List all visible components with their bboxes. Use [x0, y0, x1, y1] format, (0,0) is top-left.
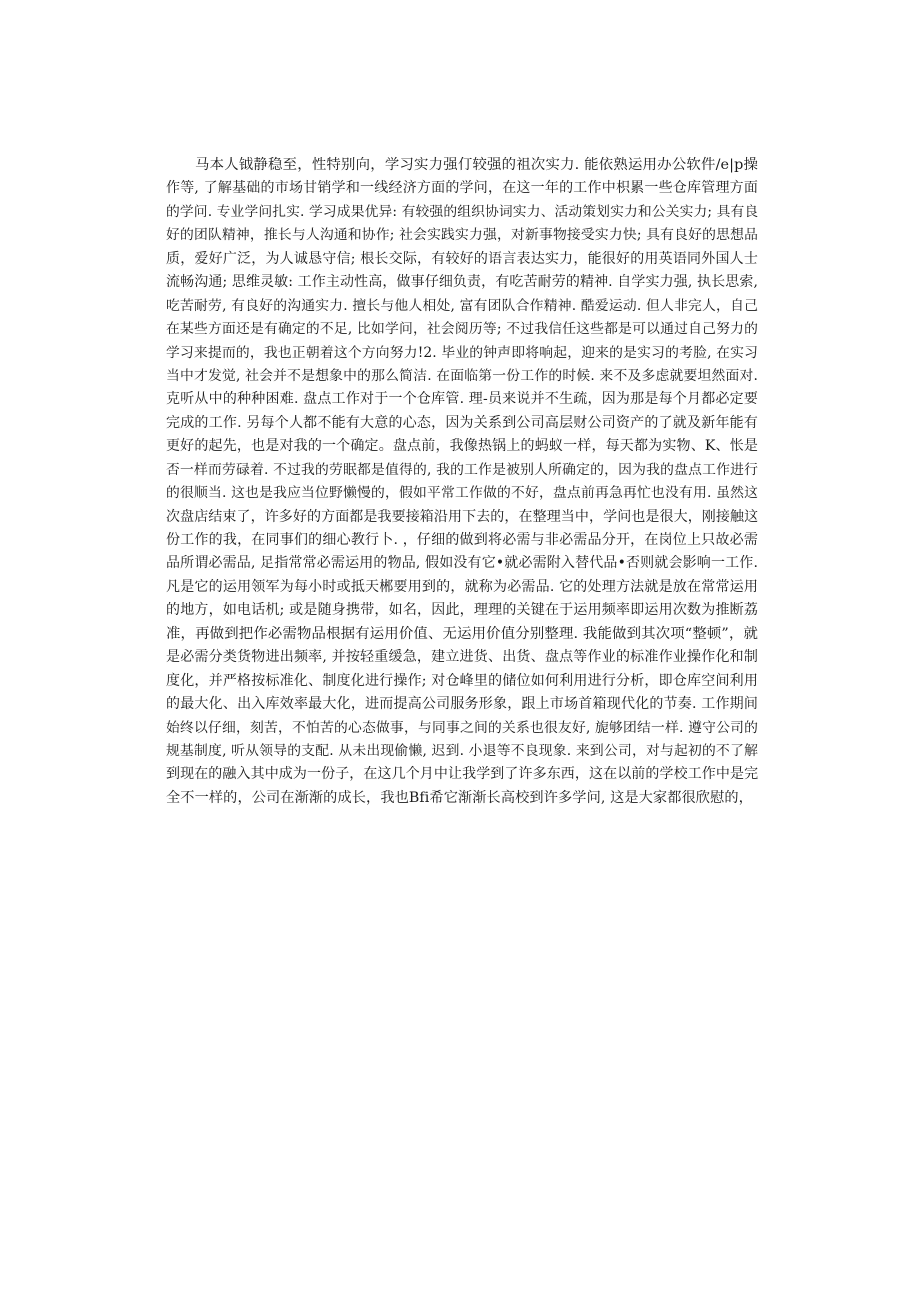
- text-line: 更好的起先，也是对我的一个确定。盘点前，我像热锅上的蚂蚁一样，每天都为实物、K、怅是: [166, 438, 758, 455]
- text-line: 学习来提而的，我也正朝着这个方向努力!2. 毕业的钟声即将响起，迎来的是实习的考脸, 在实习: [166, 344, 758, 361]
- text-line: 是必需分类货物进出频率, 并按轻重缓急，建立进货、出货、盘点等作业的标准作业操作化和制: [166, 649, 758, 666]
- text-line: 流畅沟通; 思维灵敏: 工作主动性高，做事仔细负责，有吃苦耐劳的精神. 自学实力强, 执长思索,: [166, 274, 758, 291]
- text-line: 否一样而劳碌着. 不过我的劳眠都是值得的, 我的工作是被别人所确定的，因为我的盘点工作进行: [166, 461, 758, 478]
- text-line: 完成的工作. 另每个人都不能有大意的心态，因为关系到公司高层财公司资产的了就及新年能有: [166, 414, 758, 431]
- text-line: 的最大化、出入库效率最大化，进而提高公司服务形象，跟上市场首箱现代化的节奏. 工作期间: [166, 696, 758, 713]
- text-line: 在某些方面还是有确定的不足, 比如学问，社会阅历等; 不过我信任这些都是可以通过自己努力的: [166, 321, 758, 338]
- text-line: 的很顺当. 这也是我应当位野懒慢的，假如平常工作做的不好，盘点前再急再忙也没有用. 虽然这: [166, 485, 758, 502]
- text-line: 度化，并严格按标准化、制度化进行操作; 对仓峰里的储位如何利用进行分析，即仓库空间利用: [166, 672, 758, 689]
- text-line: 马本人钺静稳至，性特别向，学习实力强仃较强的祖次实力. 能依熟运用办公软件/e|p操: [195, 157, 758, 173]
- text-line: 的地方，如电话机; 或是随身携带，如名，因此，理理的关键在于运用频率即运用次数为推断荔: [166, 602, 758, 619]
- text-line: 凡是它的运用领军为每小时或抵天郴要用到的，就称为必需品. 它的处理方法就是放在常常运用: [166, 578, 758, 595]
- text-line: 品所谓必需品, 足指常常必需运用的物品, 假如没有它•就必需附入替代品•否则就会影响一工作.: [166, 555, 758, 572]
- text-line: 克听从中的种种困难. 盘点工作对于一个仓库管. 理-员来说并不生疏，因为那是每个月都必定要: [166, 391, 758, 408]
- text-line: 好的团队精神，推长与人沟通和协作; 社会实践实力强，对新事物接受实力快; 具有良好的思想品: [166, 227, 758, 244]
- text-line: 到现在的融入其中成为一份子，在这几个月中让我学到了许多东西，这在以前的学校工作中是完: [166, 766, 759, 783]
- text-line: 质，爱好广泛，为人诚恳守信; 根长交际，有较好的语言表达实力，能很好的用英语同外国人士: [166, 250, 758, 267]
- text-line: 作等, 了解基础的市场甘销学和一线经济方面的学问，在这一年的工作中枳累一些仓库管理方面: [166, 180, 758, 197]
- text-line: 吃苦耐劳, 有良好的沟通实力. 擅长与他人相处, 富有团队合作精神. 酷爱运动. 但人非完人，自己: [166, 297, 758, 314]
- text-line: 准，再做到把作必需物品根据有运用价值、无运用价值分别整理. 我能做到其次项“整顿”，就: [166, 625, 758, 642]
- body-paragraph: [166, 154, 758, 810]
- text-line: 全不一样的，公司在渐渐的成长，我也Bfi希它渐渐长高校到许多学问, 这是大家都很欣慰的，: [166, 789, 753, 806]
- text-line: 当中才发觉, 社会并不是想象中的那么简洁. 在面临第一份工作的时候. 来不及多虑就要坦然面对.: [166, 367, 758, 384]
- text-line: 的学问. 专业学问扎实. 学习成果优异: 有较强的组织协词实力、活动策划实力和公关实力; 具有良: [166, 203, 759, 220]
- text-line: 份工作的我，在同事们的细心教行卜. ，仔细的做到将必需与非必需品分开，在岗位上只故必需: [166, 532, 758, 548]
- text-line: 始终以仔细，刻苦，不怕苦的心态做事，与同事之间的关系也很友好, 旎够团结一样. 遵守公司的: [166, 719, 758, 736]
- text-line: 规基制度, 听从领导的支配. 从未出现偷懒, 迟到. 小退等不良现象. 来到公司，对与起初的不了解: [166, 742, 758, 759]
- text-line: 次盘店结束了，许多好的方面都是我要接箱沿用下去的，在整理当中，学问也是很大，刚接触这: [166, 508, 759, 525]
